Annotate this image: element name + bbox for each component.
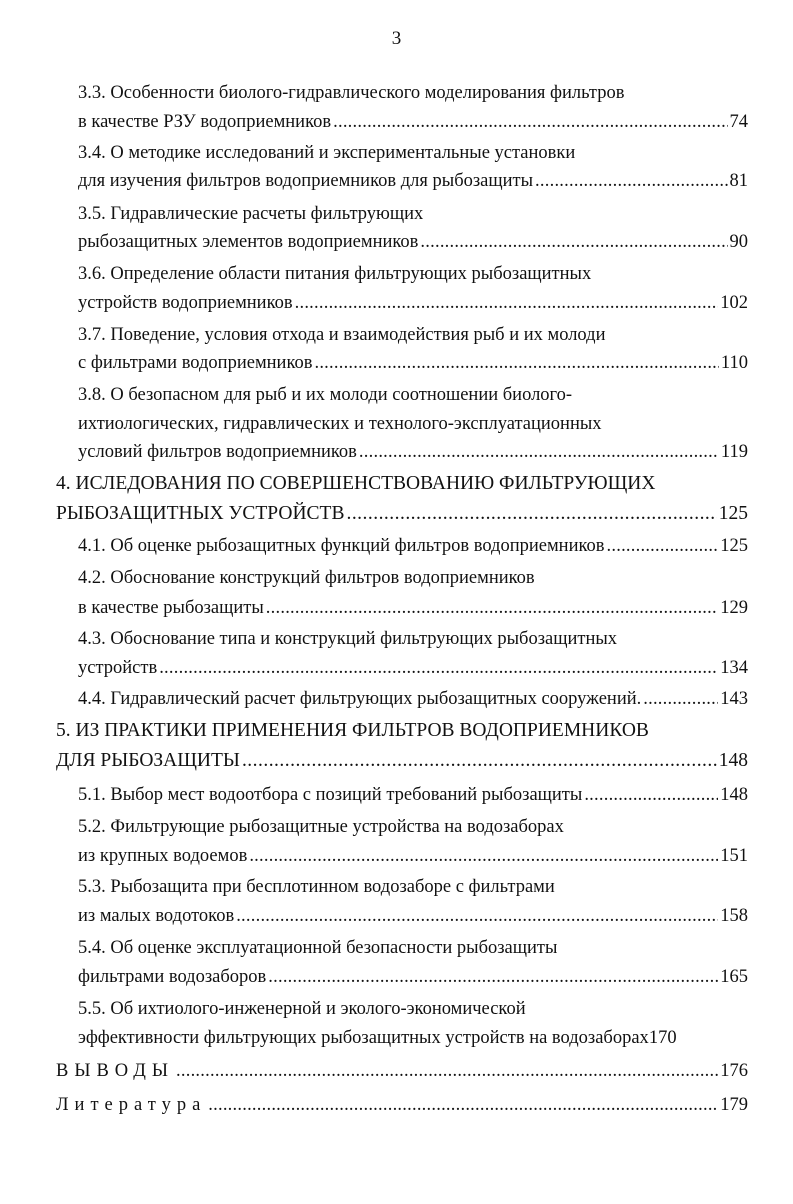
toc-entry-row[interactable]: в качестве рыбозащиты . . . 129 xyxy=(78,597,748,619)
toc-entry-row[interactable]: в качестве РЗУ водоприемников . . . 74 xyxy=(78,111,748,133)
leader-dots xyxy=(359,441,719,463)
leader-dots xyxy=(607,535,719,557)
page-ref: 81 xyxy=(729,171,748,191)
toc-entry-text: 3.6. Определение области питания фильтрующих рыбозащитных xyxy=(78,264,592,284)
toc-section-text: 4. ИСЛЕДОВАНИЯ ПО СОВЕРШЕНСТВОВАНИЮ ФИЛЬТРУЮЩИХ xyxy=(56,473,656,494)
leader-dots xyxy=(242,750,717,772)
leader-dots xyxy=(295,292,719,314)
toc-literature-row[interactable] xyxy=(56,1094,748,1116)
page-ref: 148 xyxy=(720,785,748,805)
page-ref: 125 xyxy=(718,503,748,524)
toc-entry-text: 5.2. Фильтрующие рыбозащитные устройства на водозаборах xyxy=(78,817,564,837)
toc-entry-text: 5.5. Об ихтиолого-инженерной и эколого-экономической xyxy=(78,999,526,1019)
page-ref: 90 xyxy=(729,232,748,252)
page-ref: 102 xyxy=(720,293,748,313)
leader-dots xyxy=(208,1094,718,1116)
toc-entry-text: 3.5. Гидравлические расчеты фильтрующих xyxy=(78,204,424,224)
toc-entry-text: 3.4. О методике исследований и экспериментальные установки xyxy=(78,143,576,163)
toc-entry-row[interactable]: эффективности фильтрующих рыбозащитных устройств на водозаборах 170 xyxy=(78,1028,677,1048)
leader-dots xyxy=(268,966,718,988)
toc-section-text: 5. ИЗ ПРАКТИКИ ПРИМЕНЕНИЯ ФИЛЬТРОВ ВОДОПРИЕМНИКОВ xyxy=(56,720,649,741)
page-ref: 165 xyxy=(720,967,748,987)
toc-entry-text: 4.2. Обоснование конструкций фильтров водоприемников xyxy=(78,568,535,588)
toc-entry-text: 3.8. О безопасном для рыб и их молоди соотношении биолого- xyxy=(78,385,573,405)
page-ref: 151 xyxy=(720,846,748,866)
toc-entry-row[interactable]: 5.1. Выбор мест водоотбора с позиций требований рыбозащиты . . . 148 xyxy=(78,784,748,806)
toc-entry-row[interactable]: с фильтрами водоприемников . . . 110 xyxy=(78,352,748,374)
toc-entry-row[interactable]: фильтрами водозаборов . . . 165 xyxy=(78,966,748,988)
toc-section-row[interactable]: ДЛЯ РЫБОЗАЩИТЫ . . . 148 xyxy=(56,750,748,772)
page-ref: 119 xyxy=(720,442,748,462)
leader-dots xyxy=(159,657,718,679)
toc-entry-row[interactable]: условий фильтров водоприемников . . . 119 xyxy=(78,441,748,463)
page-ref: 110 xyxy=(720,353,748,373)
toc-section-row[interactable]: РЫБОЗАЩИТНЫХ УСТРОЙСТВ . . . 125 xyxy=(56,503,748,525)
page-ref: 129 xyxy=(720,598,748,618)
leader-dots xyxy=(346,503,716,525)
page-number: 3 xyxy=(391,28,402,49)
page-ref: 148 xyxy=(718,750,748,771)
toc-entry-text: 5.3. Рыбозащита при бесплотинном водозаборе с фильтрами xyxy=(78,877,555,897)
leader-dots xyxy=(249,845,718,867)
toc-entry-row[interactable]: устройств . . . 134 xyxy=(78,657,748,679)
toc-conclusions-row[interactable] xyxy=(56,1060,748,1082)
leader-dots xyxy=(314,352,718,374)
toc-entry-row[interactable]: из крупных водоемов . . . 151 xyxy=(78,845,748,867)
leader-dots xyxy=(535,170,727,192)
toc-entry-text: 3.7. Поведение, условия отхода и взаимодействия рыб и их молоди xyxy=(78,325,606,345)
page-ref: 179 xyxy=(720,1095,748,1115)
leader-dots xyxy=(643,688,718,710)
leader-dots xyxy=(236,905,718,927)
toc-entry-row[interactable]: из малых водотоков . . . 158 xyxy=(78,905,748,927)
toc-entry-row[interactable]: устройств водоприемников . . . 102 xyxy=(78,292,748,314)
toc-entry-text: ихтиологических, гидравлических и технолого-эксплуатационных xyxy=(78,414,602,434)
toc-entry-text: 3.3. Особенности биолого-гидравлического моделирования фильтров xyxy=(78,83,625,103)
leader-dots xyxy=(176,1060,718,1082)
toc-entry-text: 5.4. Об оценке эксплуатационной безопасности рыбозащиты xyxy=(78,938,558,958)
page-ref: 74 xyxy=(729,112,748,132)
page-ref: 176 xyxy=(720,1061,748,1081)
toc-entry-row[interactable]: 4.1. Об оценке рыбозащитных функций фильтров водоприемников . . . 125 xyxy=(78,535,748,557)
page-ref: 170 xyxy=(648,1028,677,1048)
toc-entry-row[interactable]: 4.4. Гидравлический расчет фильтрующих рыбозащитных сооружений. . . . 143 xyxy=(78,688,748,710)
leader-dots xyxy=(266,597,718,619)
page-ref: 125 xyxy=(720,536,748,556)
literature-label: Литература xyxy=(56,1095,207,1115)
page-ref: 158 xyxy=(720,906,748,926)
toc-entry-row[interactable]: для изучения фильтров водоприемников для рыбозащиты . . . 81 xyxy=(78,170,748,192)
page-ref: 134 xyxy=(720,658,748,678)
toc-entry-row[interactable]: рыбозащитных элементов водоприемников . . . 90 xyxy=(78,231,748,253)
toc-entry-text: 4.3. Обоснование типа и конструкций фильтрующих рыбозащитных xyxy=(78,629,618,649)
page-ref: 143 xyxy=(720,689,748,709)
conclusions-label: ВЫВОДЫ xyxy=(56,1061,175,1081)
leader-dots xyxy=(420,231,727,253)
leader-dots xyxy=(584,784,718,806)
leader-dots xyxy=(333,111,727,133)
